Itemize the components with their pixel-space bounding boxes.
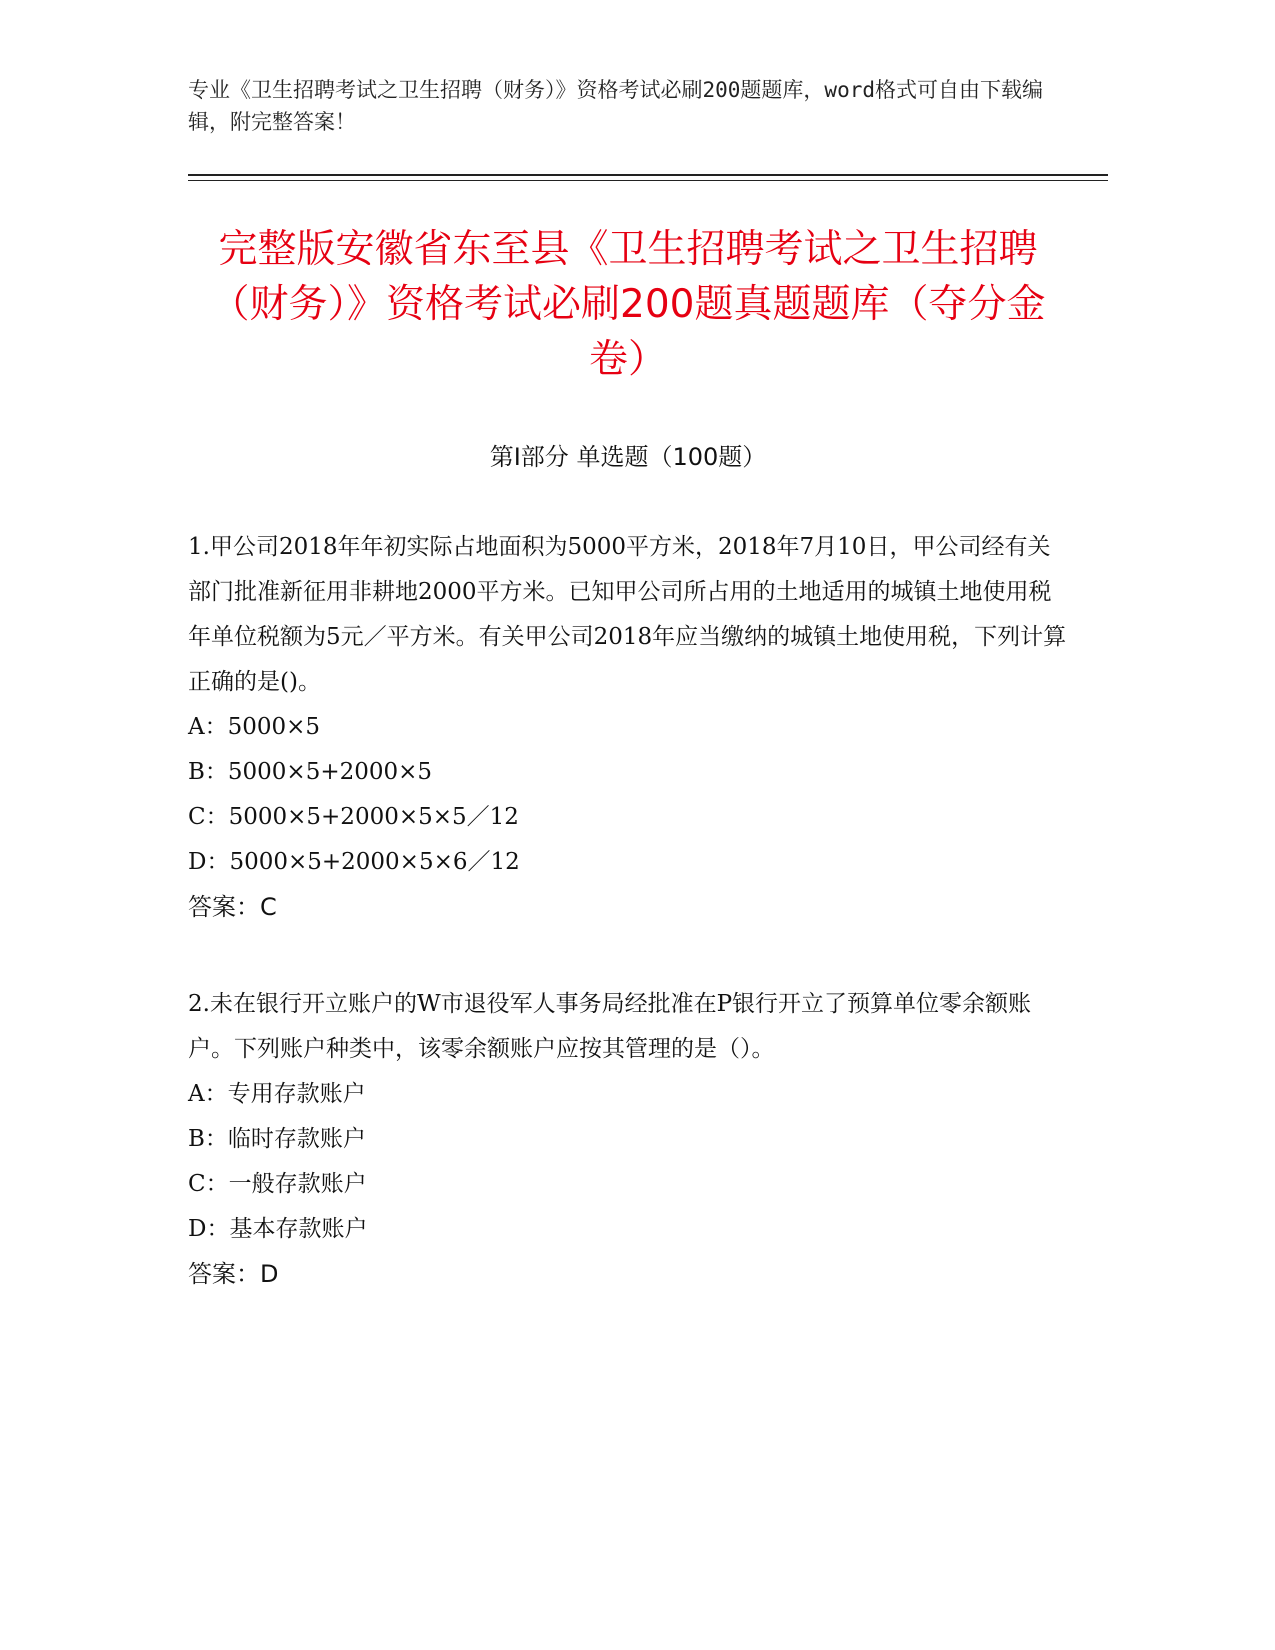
question-stem: 2.未在银行开立账户的W市退役军人事务局经批准在P银行开立了预算单位零余额账户。下列账户种类中，该零余额账户应按其管理的是（）。 <box>188 991 1032 1062</box>
option-b: B：临时存款账户 <box>188 1126 366 1152</box>
section-heading: 第Ⅰ部分 单选题（100题） <box>489 443 767 471</box>
header-note: 专业《卫生招聘考试之卫生招聘（财务）》资格考试必刷200题题库，word格式可自由下载编辑，附完整答案！ <box>188 78 1043 134</box>
header-divider-thick <box>188 174 1108 176</box>
question-block <box>188 982 1068 1297</box>
answer: 答案：D <box>188 1260 279 1288</box>
question-stem: 1.甲公司2018年年初实际占地面积为5000平方米，2018年7月10日，甲公司经有关部门批准新征用非耕地2000平方米。已知甲公司所占用的土地适用的城镇土地使用税年单位税额为5元／平方米。有关甲公司2018年应当缴纳的城镇土地使用税，下列计算正确的是()。 <box>188 534 1067 695</box>
question-block <box>188 525 1068 930</box>
option-c: C：一般存款账户 <box>188 1171 367 1197</box>
answer: 答案：C <box>188 893 277 921</box>
option-a: A：5000×5 <box>188 714 321 740</box>
option-c: C：5000×5+2000×5×5／12 <box>188 804 519 830</box>
option-d: D：5000×5+2000×5×6／12 <box>188 849 520 875</box>
option-b: B：5000×5+2000×5 <box>188 759 433 785</box>
document-title: 完整版安徽省东至县《卫生招聘考试之卫生招聘（财务）》资格考试必刷200题真题题库（夺分金卷） <box>210 227 1046 382</box>
option-a: A：专用存款账户 <box>188 1081 366 1107</box>
option-d: D：基本存款账户 <box>188 1216 368 1242</box>
header-divider-thin <box>188 180 1108 181</box>
